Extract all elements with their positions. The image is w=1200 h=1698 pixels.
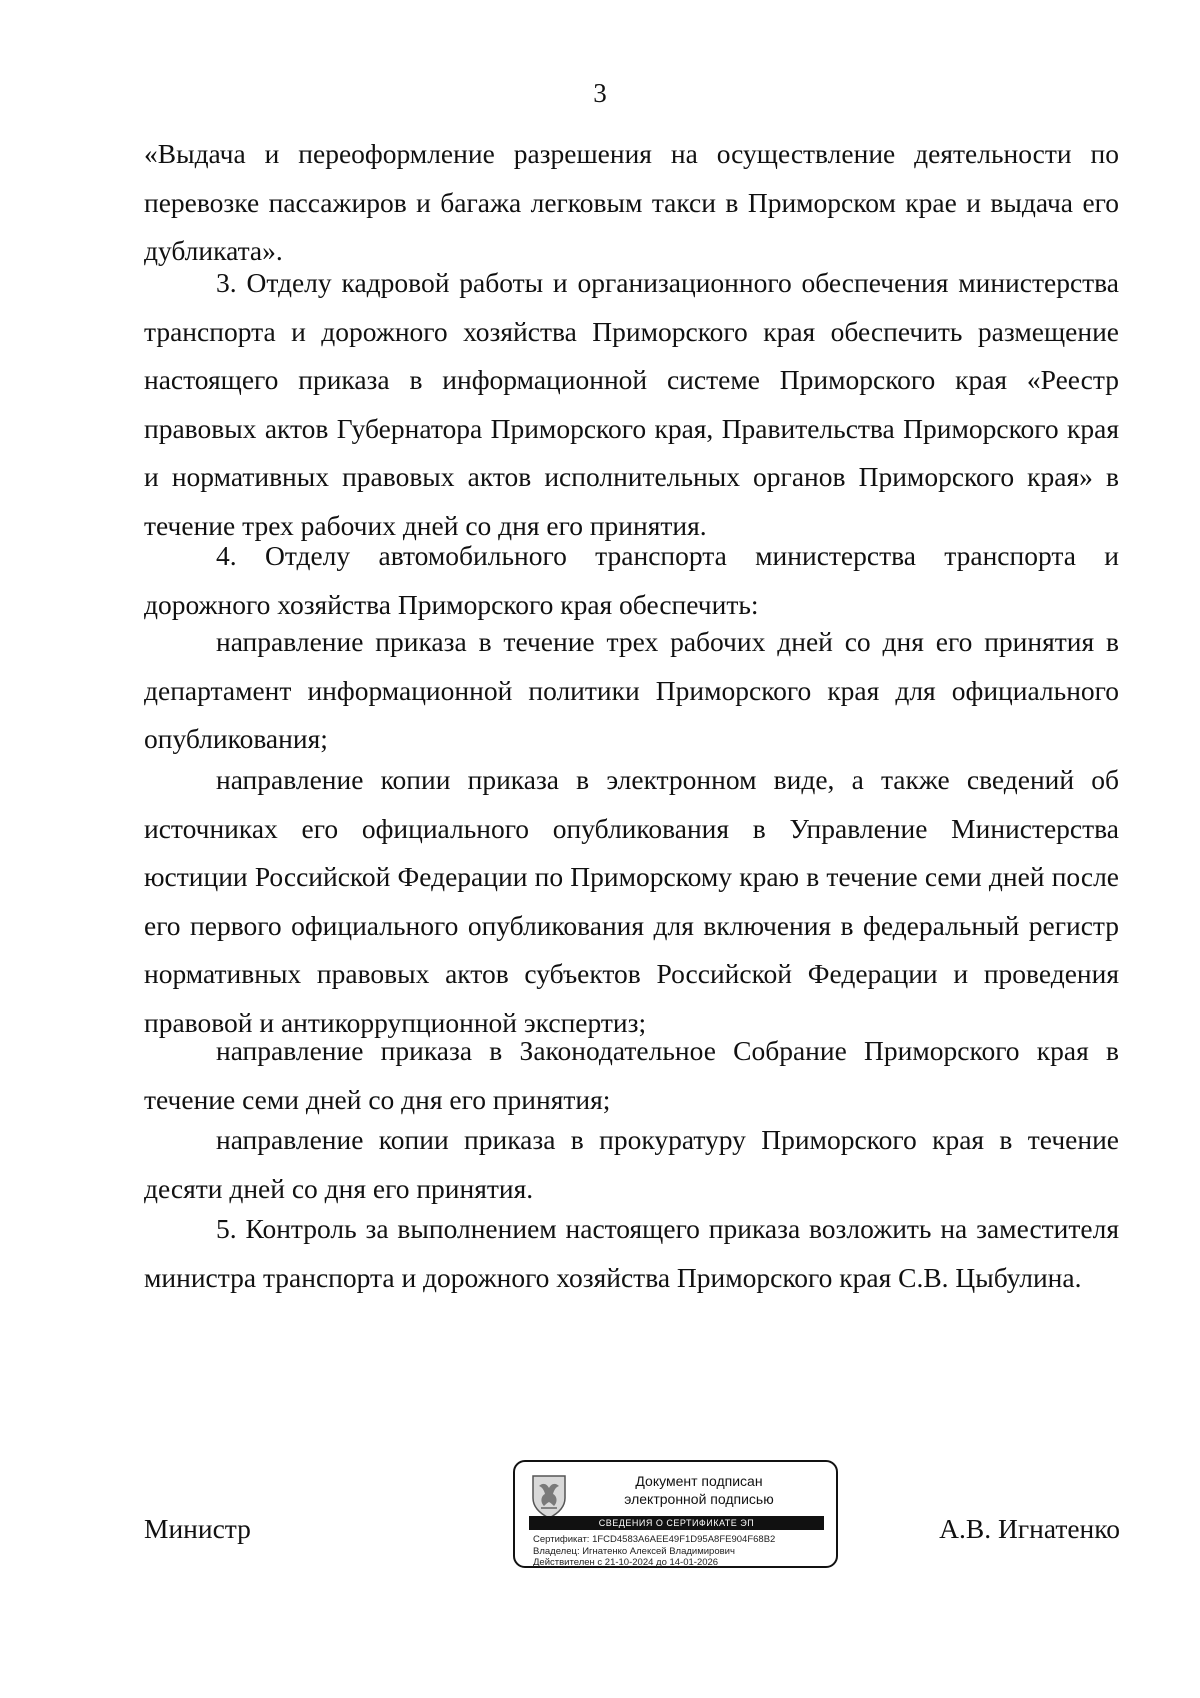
paragraph-item-5: 5. Контроль за выполнением настоящего приказа возложить на заместителя министра транспорта и дорожного хозяйства Приморского края С.В. Цыбулина.	[144, 1213, 1119, 1293]
stamp-title-line1: Документ подписан	[635, 1473, 763, 1489]
stamp-details	[533, 1534, 833, 1569]
page-number: 3	[593, 78, 607, 108]
signature-position: Министр	[144, 1513, 251, 1544]
paragraph-item-3: 3. Отделу кадровой работы и организационного обеспечения министерства транспорта и дорожного хозяйства Приморского края обеспечить размещение настоящего приказа в информационной системе Приморского края «Реестр правовых актов Губернатора Приморского края, Правительства Приморского края и нормативных правовых актов исполнительных органов Приморского края» в течение трех рабочих дней со дня его принятия.	[144, 267, 1119, 541]
stamp-title-line2: электронной подписью	[624, 1491, 774, 1507]
electronic-signature-stamp	[513, 1460, 838, 1568]
paragraph-subitem-1: направление приказа в течение трех рабочих дней со дня его принятия в департамент информационной политики Приморского края для официального опубликования;	[144, 626, 1119, 754]
paragraph-subitem-2: направление копии приказа в электронном виде, а также сведений об источниках его официального опубликования в Управление Министерства юстиции Российской Федерации по Приморскому краю в течение семи дней после его первого официального опубликования для включения в федеральный регистр нормативных правовых актов субъектов Российской Федерации и проведения правовой и антикоррупционной экспертиз;	[144, 764, 1119, 1038]
paragraph-subitem-4: направление копии приказа в прокуратуру Приморского края в течение десяти дней со дня его принятия.	[144, 1124, 1119, 1204]
signature-name: А.В. Игнатенко	[939, 1513, 1120, 1544]
stamp-info-bar: СВЕДЕНИЯ О СЕРТИФИКАТЕ ЭП	[529, 1516, 824, 1530]
stamp-valid: Действителен с 21-10-2024 до 14-01-2026	[533, 1557, 719, 1568]
stamp-owner: Владелец: Игнатенко Алексей Владимирович	[533, 1545, 735, 1557]
coat-of-arms-icon	[529, 1472, 569, 1520]
stamp-title	[579, 1472, 819, 1508]
paragraph-subitem-3: направление приказа в Законодательное Собрание Приморского края в течение семи дней со дня его принятия;	[144, 1035, 1119, 1115]
paragraph-continuation: «Выдача и переоформление разрешения на осуществление деятельности по перевозке пассажиров и багажа легковым такси в Приморском крае и выдача его дубликата».	[144, 138, 1119, 266]
stamp-certificate: Сертификат: 1FCD4583A6AEE49F1D95A8FE904F68B2	[533, 1534, 776, 1545]
paragraph-item-4: 4. Отделу автомобильного транспорта министерства транспорта и дорожного хозяйства Приморского края обеспечить:	[144, 540, 1119, 620]
